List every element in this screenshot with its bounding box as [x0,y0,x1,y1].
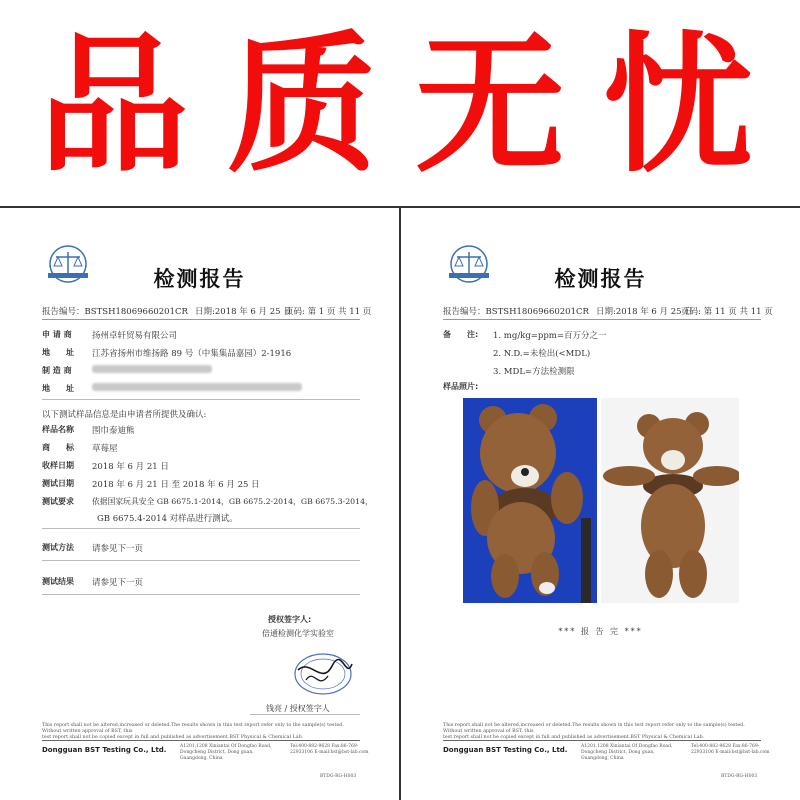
redacted-manufacturer [92,365,212,373]
signature-rule [250,714,360,715]
banner [0,0,800,206]
lab-name: 倍通检测化学实验室 [262,629,334,638]
header-rule [443,319,761,320]
receive-date-row: 收样日期 2018 年 6 月 21 日 [42,461,169,472]
section-rule [42,399,360,400]
report-end-mark: *** 报 告 完 *** [558,627,643,636]
company-contact: Tel:400-882-9628 Fax:86-769-22933106 E-mail:bst@bst-lab.com [691,744,770,755]
footer-rule [42,740,360,741]
report-date: 日期:2018 年 6 月 25 日 [195,307,292,317]
applicant-address-row: 地 址 江苏省扬州市维扬路 89 号（中集集品嘉园）2-1916 [42,348,292,359]
manufacturer-address-row: 地 址 [42,383,302,394]
notes-row: 备 注: 1. mg/kg=ppm=百万分之一 [443,330,607,341]
note-item: 2. N.D.=未检出(<MDL) [493,349,591,359]
signer-title: 钱亮 / 授权签字人 [266,704,330,713]
section-rule [42,594,360,595]
report-page-number: 页码: 第 1 页 共 11 页 [285,307,372,317]
teddy-bear-back-icon [601,398,739,603]
company-name: Dongguan BST Testing Co., Ltd. [443,746,568,754]
disclaimer: This report shall not be altered,increased or deleted.The results shown in this test report refer only to the sample(s) tested. Without written approval of BST, this test report shall not be copied except in full and published as advertisement.BST Physical & Chemical Lab. [443,723,745,741]
company-contact: Tel:400-882-9628 Fax:86-769-22933106 E-mail:bst@bst-lab.com [290,744,369,755]
test-date-row: 测试日期 2018 年 6 月 21 日 至 2018 年 6 月 25 日 [42,479,260,490]
test-result-row: 测试结果 请参见下一页 [42,577,144,588]
report-no: 报告编号：BSTSH18069660201CR [42,307,188,317]
banner-title: 品质无忧 [38,18,791,193]
company-address: A1201,1208 Xiniantai Of Dongfao Road, Dongcheng District, Dong guan, Guangdong, China [581,744,673,761]
report-page-right [401,208,800,800]
trademark-row: 商 标 草莓屋 [42,443,118,454]
disclaimer: This report shall not be altered,increased or deleted.The results shown in this test report refer only to the sample(s) tested. Without written approval of BST, this test report shall not be copied except in full and published as advertisement.BST Physical & Chemical Lab. [42,723,344,741]
applicant-row: 申 请 商 扬州卓轩贸易有限公司 [42,330,178,341]
test-method-row: 测试方法 请参见下一页 [42,543,144,554]
test-requirement-row: 测试要求 依据国家玩具安全 GB 6675.1-2014，GB 6675.2-2014，GB 6675.3-2014， [42,497,373,506]
report-title: 检测报告 [153,267,246,291]
sample-photo-label: 样品照片: [443,382,479,391]
footer-rule [443,740,761,741]
company-name: Dongguan BST Testing Co., Ltd. [42,746,167,754]
sample-intro: 以下测试样品信息是由申请者所提供及确认: [42,410,207,420]
note-item: 3. MDL=方法检测限 [493,367,575,377]
sample-photo-front [463,398,597,603]
form-code: BTDG-RG-H003 [721,774,758,779]
sample-name-row: 样品名称 围巾泰迪熊 [42,425,135,436]
report-page-number: 页码: 第 11 页 共 11 页 [681,307,773,317]
report-date: 日期:2018 年 6 月 25 日 [596,307,693,317]
header-rule [42,319,360,320]
teddy-bear-front-icon [463,398,597,603]
report-no: 报告编号：BSTSH18069660201CR [443,307,589,317]
test-requirement-cont: GB 6675.4-2014 对样品进行测试。 [97,514,238,524]
signature-stamp-icon [288,650,358,698]
company-address: A1201,1208 Xiniantai Of Dongfao Road, Dongcheng District, Dong guan, Guangdong, China [180,744,272,761]
form-code: BTDG-RG-H003 [320,774,357,779]
section-rule [42,560,360,561]
sample-photo-back [601,398,739,603]
report-page-left [0,208,399,800]
signer-label: 授权签字人: [268,615,312,624]
report-title: 检测报告 [554,267,647,291]
section-rule [42,528,360,529]
redacted-address [92,383,302,391]
manufacturer-row: 制 造 商 [42,365,212,376]
